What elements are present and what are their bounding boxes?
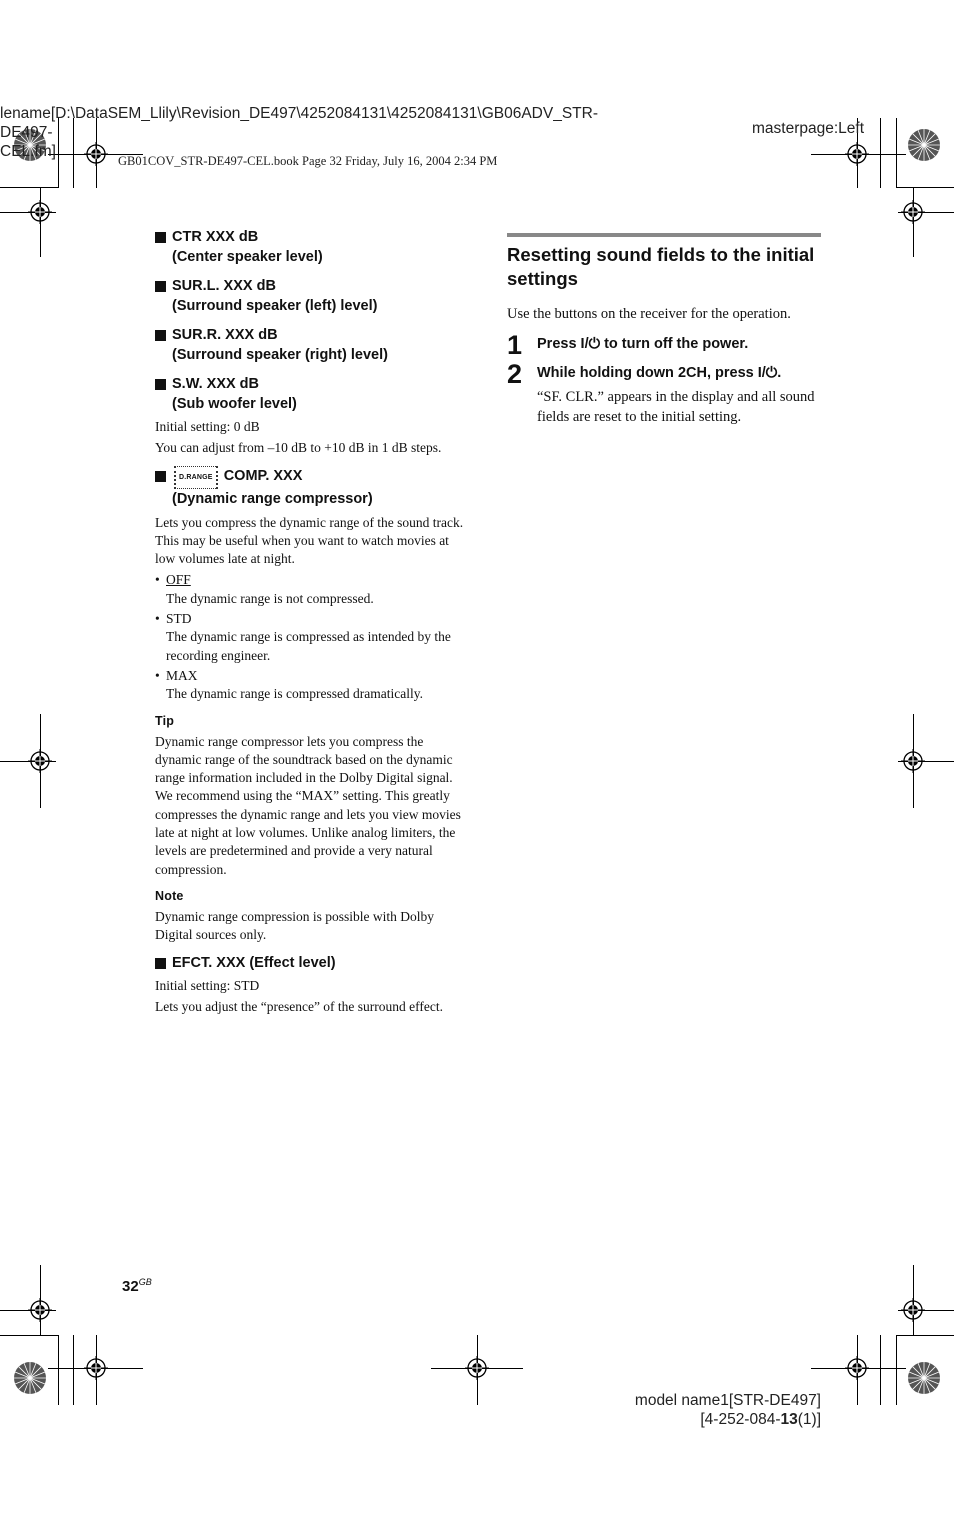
option-item: • OFF	[155, 572, 191, 588]
registration-mark-icon	[28, 200, 52, 224]
square-bullet-icon	[155, 958, 166, 969]
registration-mark-icon	[465, 1356, 489, 1380]
setting-subtitle: (Center speaker level)	[172, 248, 323, 265]
setting-comp	[155, 467, 470, 510]
registration-mark-icon	[845, 142, 869, 166]
step-body: “SF. CLR.” appears in the display and all sound fields are reset to the initial setting.	[537, 389, 815, 425]
option-item: • STD	[155, 611, 192, 627]
setting-title: COMP. XXX	[223, 467, 303, 484]
registration-mark-icon	[28, 1298, 52, 1322]
masterpage-label: masterpage:Left	[752, 120, 865, 137]
setting-title: CTR XXX dB	[172, 229, 259, 245]
color-target-icon	[907, 128, 941, 162]
square-bullet-icon	[155, 330, 166, 341]
section-title: Resetting sound fields to the initial settings	[507, 244, 815, 289]
color-target-icon	[907, 1361, 941, 1395]
step-text: While holding down 2CH, press I/⏻.	[537, 365, 782, 381]
option-description: The dynamic range is compressed dramatically.	[166, 686, 424, 702]
step-text: Press I/⏻ to turn off the power.	[537, 336, 749, 352]
note-heading: Note	[155, 888, 184, 903]
setting-sw	[155, 375, 470, 414]
setting-subtitle: (Sub woofer level)	[172, 395, 297, 412]
setting-efct	[155, 954, 470, 974]
comp-description: Lets you compress the dynamic range of the sound track. This may be useful when you want to watch movies at low volumes late at night.	[155, 514, 464, 567]
book-info-line: GB01COV_STR-DE497-CEL.book Page 32 Friday, July 16, 2004 2:34 PM	[118, 154, 498, 168]
tip-text: Dynamic range compressor lets you compress the dynamic range of the soundtrack based on the dynamic range information included in the Dolby Digital signal. We recommend using the “MAX” setting. This greatly compresses the dynamic range and lets you view movies late at night at low volumes. Unlike analog limiters, the levels are predetermined and provide a very natural compression.	[155, 733, 461, 877]
option-label: OFF	[166, 572, 191, 588]
setting-title: SUR.L. XXX dB	[172, 278, 276, 294]
filename-path: lename[D:\DataSEM_Llily\Revision_DE497\4252084131\4252084131\GB06ADV_STR-DE497- CEL.fm]	[0, 105, 598, 160]
option-label: MAX	[166, 667, 198, 683]
section-rule	[507, 233, 821, 237]
d-range-icon: D.RANGE	[174, 466, 218, 490]
option-description: The dynamic range is not compressed.	[166, 590, 374, 606]
option-item: • MAX	[155, 667, 198, 683]
model-name: model name1[STR-DE497]	[634, 1392, 821, 1409]
registration-mark-icon	[901, 200, 925, 224]
efct-description: Lets you adjust the “presence” of the surround effect.	[155, 999, 444, 1015]
step-number: 2	[507, 359, 523, 389]
square-bullet-icon	[155, 471, 166, 482]
setting-ctr	[155, 228, 470, 267]
setting-surr	[155, 326, 470, 365]
setting-subtitle: (Surround speaker (left) level)	[172, 297, 378, 314]
model-info	[635, 1391, 821, 1429]
square-bullet-icon	[155, 281, 166, 292]
setting-subtitle: (Dynamic range compressor)	[172, 491, 373, 508]
option-description: The dynamic range is compressed as intended by the recording engineer.	[166, 629, 451, 663]
right-column	[507, 233, 822, 427]
setting-title: S.W. XXX dB	[172, 376, 260, 392]
left-column	[155, 228, 470, 1020]
square-bullet-icon	[155, 379, 166, 390]
step-1	[507, 330, 822, 360]
section-intro: Use the buttons on the receiver for the operation.	[507, 306, 791, 322]
adjust-range-text: You can adjust from –10 dB to +10 dB in 1 dB steps.	[155, 440, 442, 456]
page-suffix: GB	[138, 1277, 152, 1287]
efct-initial-text: Initial setting: STD	[155, 978, 260, 994]
step-2	[507, 359, 822, 427]
step-number: 1	[507, 330, 523, 360]
registration-mark-icon	[845, 1356, 869, 1380]
square-bullet-icon	[155, 232, 166, 243]
setting-title: EFCT. XXX (Effect level)	[172, 954, 336, 971]
page-number: $32^{GB}$	[122, 1277, 152, 1295]
tip-heading: Tip	[155, 713, 175, 728]
registration-mark-icon	[901, 749, 925, 773]
part-number: [4-252-084-13(1)]	[700, 1411, 821, 1428]
color-target-icon	[13, 1361, 47, 1395]
initial-setting-text: Initial setting: 0 dB	[155, 419, 260, 434]
note-text: Dynamic range compression is possible with Dolby Digital sources only.	[155, 908, 434, 943]
setting-surl	[155, 277, 470, 316]
setting-title: SUR.R. XXX dB	[172, 327, 278, 343]
registration-mark-icon	[84, 1356, 108, 1380]
registration-mark-icon	[28, 749, 52, 773]
setting-subtitle: (Surround speaker (right) level)	[172, 346, 388, 363]
registration-mark-icon	[901, 1298, 925, 1322]
option-label: STD	[166, 611, 192, 627]
